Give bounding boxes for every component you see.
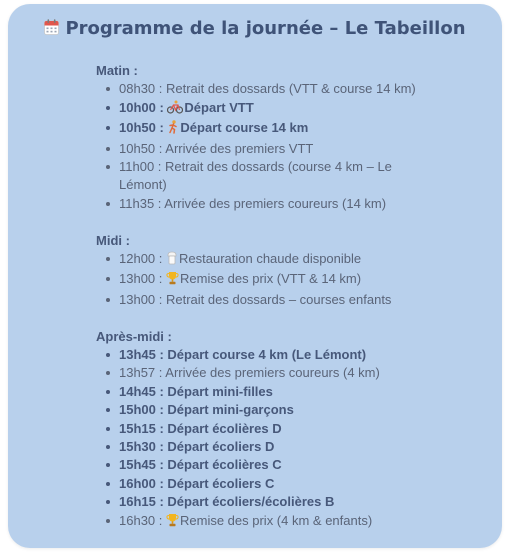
item-text: 15h45 : Départ écolières C — [119, 457, 282, 473]
trophy-icon — [166, 513, 179, 532]
item-time: 12h00 : — [119, 251, 166, 267]
schedule-item — [96, 291, 426, 309]
item-text: 16h15 : Départ écoliers/écolières B — [119, 494, 335, 510]
section-heading: Après-midi : — [96, 328, 172, 344]
schedule-item — [96, 119, 426, 139]
item-text: 10h50 : Arrivée des premiers VTT — [119, 140, 314, 156]
schedule-item — [96, 158, 426, 195]
item-time: 13h00 : — [119, 271, 166, 287]
item-text: 11h35 : Arrivée des premiers coureurs (14 km) — [119, 195, 387, 211]
food-icon — [166, 251, 178, 270]
schedule-list — [96, 346, 426, 532]
schedule — [96, 62, 426, 550]
item-text: Remise des prix (VTT & 14 km) — [180, 271, 362, 287]
runner-icon — [167, 120, 179, 139]
schedule-item — [96, 250, 426, 270]
item-text: Départ VTT — [184, 99, 254, 115]
page-title — [8, 18, 502, 40]
section-heading: Matin : — [96, 63, 138, 78]
item-text: Remise des prix (4 km & enfants) — [180, 512, 373, 528]
schedule-item — [96, 270, 426, 290]
schedule-item — [96, 401, 426, 419]
programme-card — [8, 4, 502, 548]
schedule-list — [96, 80, 426, 213]
item-text: Départ course 14 km — [180, 120, 309, 136]
item-time: 16h30 : — [119, 512, 166, 528]
calendar-icon — [44, 19, 59, 40]
schedule-item — [96, 512, 426, 532]
item-text: 15h30 : Départ écoliers D — [119, 439, 275, 455]
bicycle-icon — [167, 100, 183, 119]
item-text: 14h45 : Départ mini-filles — [119, 383, 273, 399]
title-text: Programme de la journée – Le Tabeillon — [65, 18, 466, 39]
item-text: 08h30 : Retrait des dossards (VTT & course 14 km) — [119, 81, 416, 97]
item-text: 15h00 : Départ mini-garçons — [119, 402, 294, 418]
schedule-item — [96, 195, 426, 213]
item-text: 13h45 : Départ course 4 km (Le Lémont) — [119, 347, 367, 363]
item-text: 11h00 : Retrait des dossards (course 4 km – Le Lémont) — [119, 159, 392, 193]
trophy-icon — [166, 271, 179, 290]
schedule-item — [96, 438, 426, 456]
schedule-item — [96, 493, 426, 511]
schedule-item — [96, 383, 426, 401]
item-text: Restauration chaude disponible — [179, 251, 362, 267]
item-text: 16h00 : Départ écoliers C — [119, 475, 275, 491]
schedule-item — [96, 420, 426, 438]
schedule-item — [96, 99, 426, 119]
item-text: 13h00 : Retrait des dossards – courses enfants — [119, 291, 392, 307]
item-text: 15h15 : Départ écolières D — [119, 420, 282, 436]
schedule-item — [96, 346, 426, 364]
schedule-item — [96, 80, 426, 98]
section-heading: Midi : — [96, 232, 130, 248]
item-time: 10h00 : — [119, 99, 168, 115]
schedule-item — [96, 364, 426, 382]
schedule-item — [96, 475, 426, 493]
schedule-item — [96, 140, 426, 158]
schedule-list — [96, 250, 426, 309]
item-time: 10h50 : — [119, 120, 168, 136]
item-text: 13h57 : Arrivée des premiers coureurs (4 km) — [119, 365, 380, 381]
schedule-item — [96, 456, 426, 474]
